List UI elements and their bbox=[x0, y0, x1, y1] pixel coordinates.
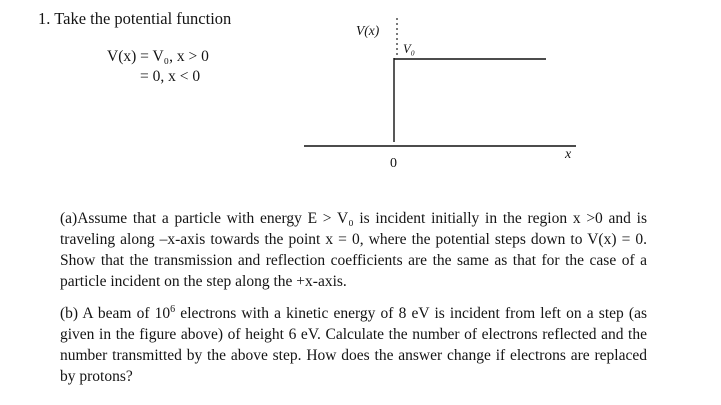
question-title: 1. Take the potential function bbox=[38, 9, 232, 28]
v-axis-label: V(x) bbox=[356, 23, 380, 38]
step-height-label: V₀ bbox=[403, 42, 415, 56]
part-b-text bbox=[60, 303, 647, 387]
part-a-text: (a)Assume that a particle with energy E > V₀ is incident initially in the region x >0 and is traveling along –x-axis towards the point x = 0, where the potential steps down to V(x) = 0. Show that the transmission and reflection coefficients are the same as that for the case of a particle incident on the step along the +x-axis. bbox=[60, 210, 647, 290]
potential-equation-line-2: = 0, x < 0 bbox=[140, 68, 201, 85]
part-b-prefix: (b) A beam of 10 bbox=[60, 305, 171, 322]
x-axis-label: x bbox=[565, 147, 572, 162]
origin-label: 0 bbox=[390, 156, 397, 171]
part-b-exponent: 6 bbox=[170, 303, 176, 315]
potential-equation-line-1: V(x) = V₀, x > 0 bbox=[107, 48, 209, 65]
part-b-suffix: electrons with a kinetic energy of 8 eV is incident from left on a step (as given in the figure above) of height 6 eV. Calculate the number of electrons reflected and the number transmitted by the above step. How does the answer change if electrons are replaced by protons? bbox=[60, 305, 647, 385]
